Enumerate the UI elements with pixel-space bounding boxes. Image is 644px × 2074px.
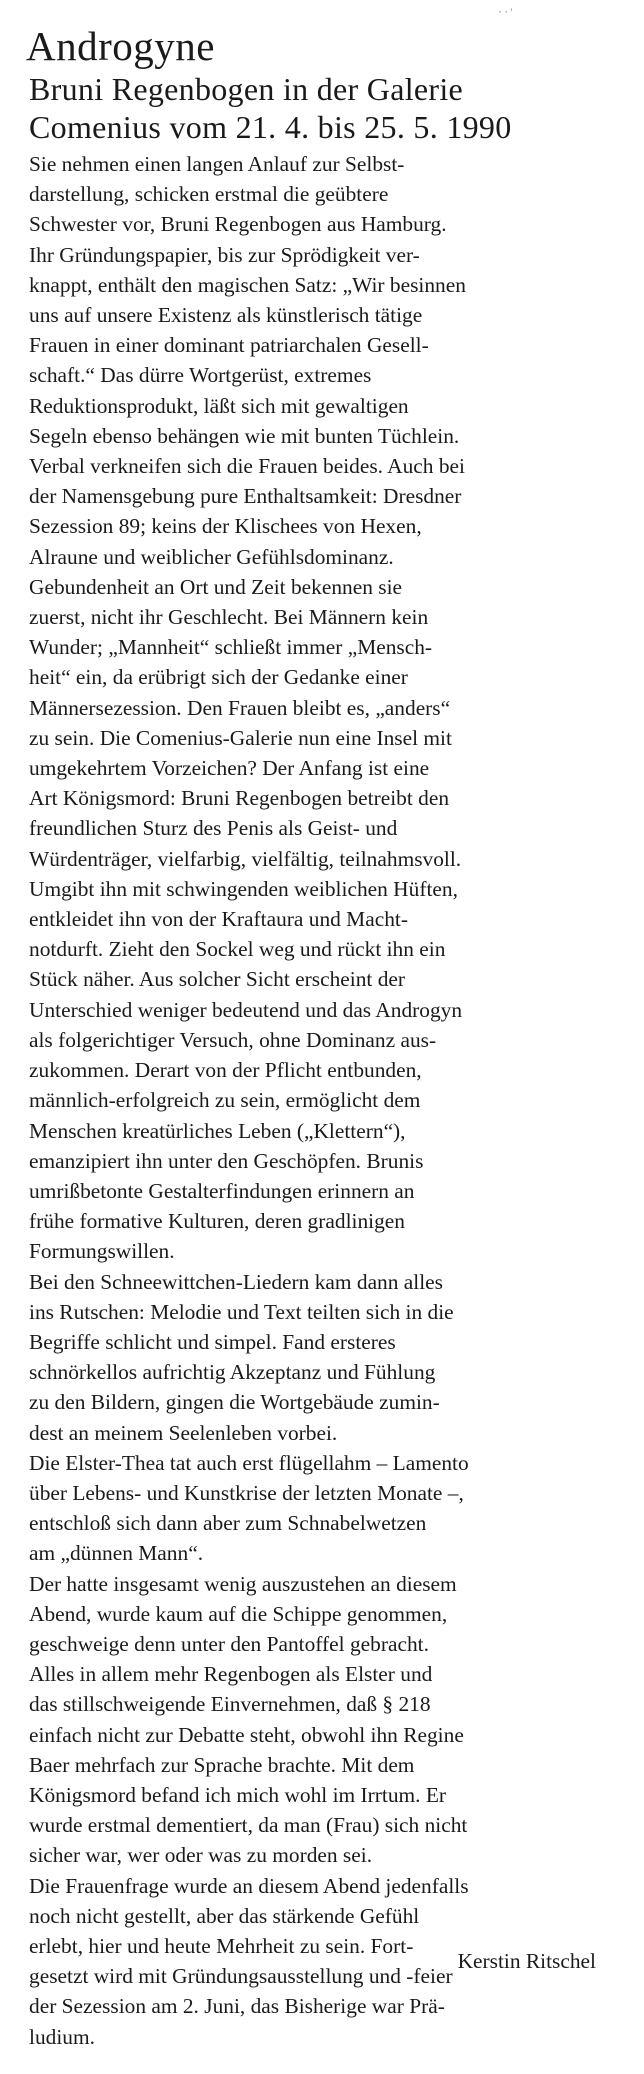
paragraph-line: über Lebens- und Kunstkrise der letzten Monate –,: [29, 1480, 464, 1505]
paragraph-line: Bei den Schneewittchen-Liedern kam dann alles: [29, 1269, 443, 1294]
paragraph-line: freundlichen Sturz des Penis als Geist- und: [29, 816, 398, 841]
paragraph-line: zu den Bildern, gingen die Wortgebäude zumin-: [29, 1390, 440, 1415]
subtitle-line: Comenius vom 21. 4. bis 25. 5. 1990: [29, 109, 512, 145]
paragraph-line: Abend, wurde kaum auf die Schippe genommen,: [29, 1601, 448, 1626]
paragraph: [29, 149, 629, 1267]
paragraph-line: Die Elster-Thea tat auch erst flügellahm – Lamento: [29, 1450, 469, 1475]
corner-scan-mark: ⋅⋅′: [498, 5, 515, 19]
paragraph-line: dest an meinem Seelenleben vorbei.: [29, 1420, 338, 1445]
paragraph-line: Unterschied weniger bedeutend und das Androgyn: [29, 997, 463, 1022]
paragraph-line: entschloß sich dann aber zum Schnabelwetzen: [29, 1511, 427, 1536]
subtitle-line: Bruni Regenbogen in der Galerie: [29, 71, 464, 107]
paragraph-line: als folgerichtiger Versuch, ohne Dominanz aus-: [29, 1027, 437, 1052]
paragraph-line: Reduktionsprodukt, läßt sich mit gewaltigen: [29, 393, 409, 418]
paragraph-line: Der hatte insgesamt wenig auszustehen an diesem: [29, 1571, 457, 1596]
paragraph-line: Schwester vor, Bruni Regenbogen aus Hamburg.: [29, 212, 447, 237]
paragraph-line: schnörkellos aufrichtig Akzeptanz und Fühlung: [29, 1360, 436, 1385]
paragraph-line: sicher war, wer oder was zu morden sei.: [29, 1843, 373, 1868]
paragraph-line: geschweige denn unter den Pantoffel gebracht.: [29, 1631, 429, 1656]
paragraph-line: zuerst, nicht ihr Geschlecht. Bei Männern kein: [29, 605, 429, 630]
paragraph-line: ludium.: [29, 2024, 95, 2049]
paragraph-line: zukommen. Derart von der Pflicht entbunden,: [29, 1058, 422, 1083]
paragraph-line: zu sein. Die Comenius-Galerie nun eine Insel mit: [29, 725, 452, 750]
paragraph-line: knappt, enthält den magischen Satz: „Wir besinnen: [29, 272, 466, 297]
paragraph-line: entkleidet ihn von der Kraftaura und Macht-: [29, 907, 408, 932]
paragraph-line: Stück näher. Aus solcher Sicht erscheint der: [29, 967, 406, 992]
paragraph-line: Ihr Gründungspapier, bis zur Sprödigkeit ver-: [29, 242, 420, 267]
paragraph-line: Sezession 89; keins der Klischees von Hexen,: [29, 514, 422, 539]
paragraph-line: Baer mehrfach zur Sprache brachte. Mit dem: [29, 1752, 415, 1777]
article-body: [29, 149, 629, 2052]
paragraph-line: Menschen kreatürliches Leben („Klettern“),: [29, 1118, 406, 1143]
paragraph: [29, 1448, 629, 1569]
paragraph-line: Art Königsmord: Bruni Regenbogen betreibt den: [29, 786, 450, 811]
paragraph-line: gesetzt wird mit Gründungsausstellung und -feier: [29, 1964, 453, 1989]
paragraph-line: Segeln ebenso behängen wie mit bunten Tüchlein.: [29, 423, 460, 448]
paragraph-line: Gebundenheit an Ort und Zeit bekennen sie: [29, 574, 403, 599]
paragraph-line: frühe formative Kulturen, deren gradlinigen: [29, 1209, 405, 1234]
paragraph-line: heit“ ein, da erübrigt sich der Gedanke einer: [29, 665, 408, 690]
author-signature: Kerstin Ritschel: [457, 1949, 596, 1973]
paragraph-line: das stillschweigende Einvernehmen, daß § 218: [29, 1692, 431, 1717]
paragraph: [29, 1569, 629, 1871]
paragraph-line: Alraune und weiblicher Gefühlsdominanz.: [29, 544, 394, 569]
paragraph-line: Sie nehmen einen langen Anlauf zur Selbst-: [29, 152, 405, 176]
paragraph-line: darstellung, schicken erstmal die geübtere: [29, 182, 389, 207]
paragraph-line: Würdenträger, vielfarbig, vielfältig, teilnahmsvoll.: [29, 846, 462, 871]
paragraph-line: wurde erstmal dementiert, da man (Frau) sich nicht: [29, 1813, 468, 1838]
paragraph-line: Frauen in einer dominant patriarchalen Gesell-: [29, 333, 429, 358]
paragraph-line: umgekehrtem Vorzeichen? Der Anfang ist eine: [29, 756, 430, 781]
paragraph-line: erlebt, hier und heute Mehrheit zu sein. Fort-: [29, 1933, 414, 1958]
paragraph-line: umrißbetonte Gestalterfindungen erinnern an: [29, 1178, 415, 1203]
paragraph: [29, 1267, 629, 1448]
paragraph-line: männlich-erfolgreich zu sein, ermöglicht dem: [29, 1088, 421, 1113]
paragraph-line: Die Frauenfrage wurde an diesem Abend jedenfalls: [29, 1873, 469, 1898]
paragraph-line: Formungswillen.: [29, 1239, 175, 1264]
paragraph-line: einfach nicht zur Debatte steht, obwohl ihn Regine: [29, 1722, 464, 1747]
paragraph-line: Königsmord befand ich mich wohl im Irrtum. Er: [29, 1782, 447, 1807]
paragraph-line: Männersezession. Den Frauen bleibt es, „anders“: [29, 695, 451, 720]
paragraph-line: notdurft. Zieht den Sockel weg und rückt ihn ein: [29, 937, 446, 962]
paragraph-line: schaft.“ Das dürre Wortgerüst, extremes: [29, 363, 372, 388]
paragraph-line: am „dünnen Mann“.: [29, 1541, 204, 1566]
paragraph-line: emanzipiert ihn unter den Geschöpfen. Brunis: [29, 1148, 424, 1173]
paragraph-line: der Sezession am 2. Juni, das Bisherige war Prä-: [29, 1994, 445, 2019]
paragraph-line: Verbal verkneifen sich die Frauen beides. Auch bei: [29, 454, 465, 479]
article-subtitle: [29, 70, 512, 146]
paragraph-line: ins Rutschen: Melodie und Text teilten sich in die: [29, 1299, 454, 1324]
paragraph-line: Wunder; „Mannheit“ schließt immer „Mensch-: [29, 635, 433, 660]
paragraph-line: noch nicht gestellt, aber das stärkende Gefühl: [29, 1903, 420, 1928]
paragraph-line: Alles in allem mehr Regenbogen als Elster und: [29, 1662, 433, 1687]
paragraph-line: Umgibt ihn mit schwingenden weiblichen Hüften,: [29, 876, 458, 901]
article-title: Androgyne: [26, 23, 215, 69]
paragraph-line: uns auf unsere Existenz als künstlerisch tätige: [29, 303, 423, 328]
paragraph-line: der Namensgebung pure Enthaltsamkeit: Dresdner: [29, 484, 462, 509]
paragraph-line: Begriffe schlicht und simpel. Fand ersteres: [29, 1329, 396, 1354]
